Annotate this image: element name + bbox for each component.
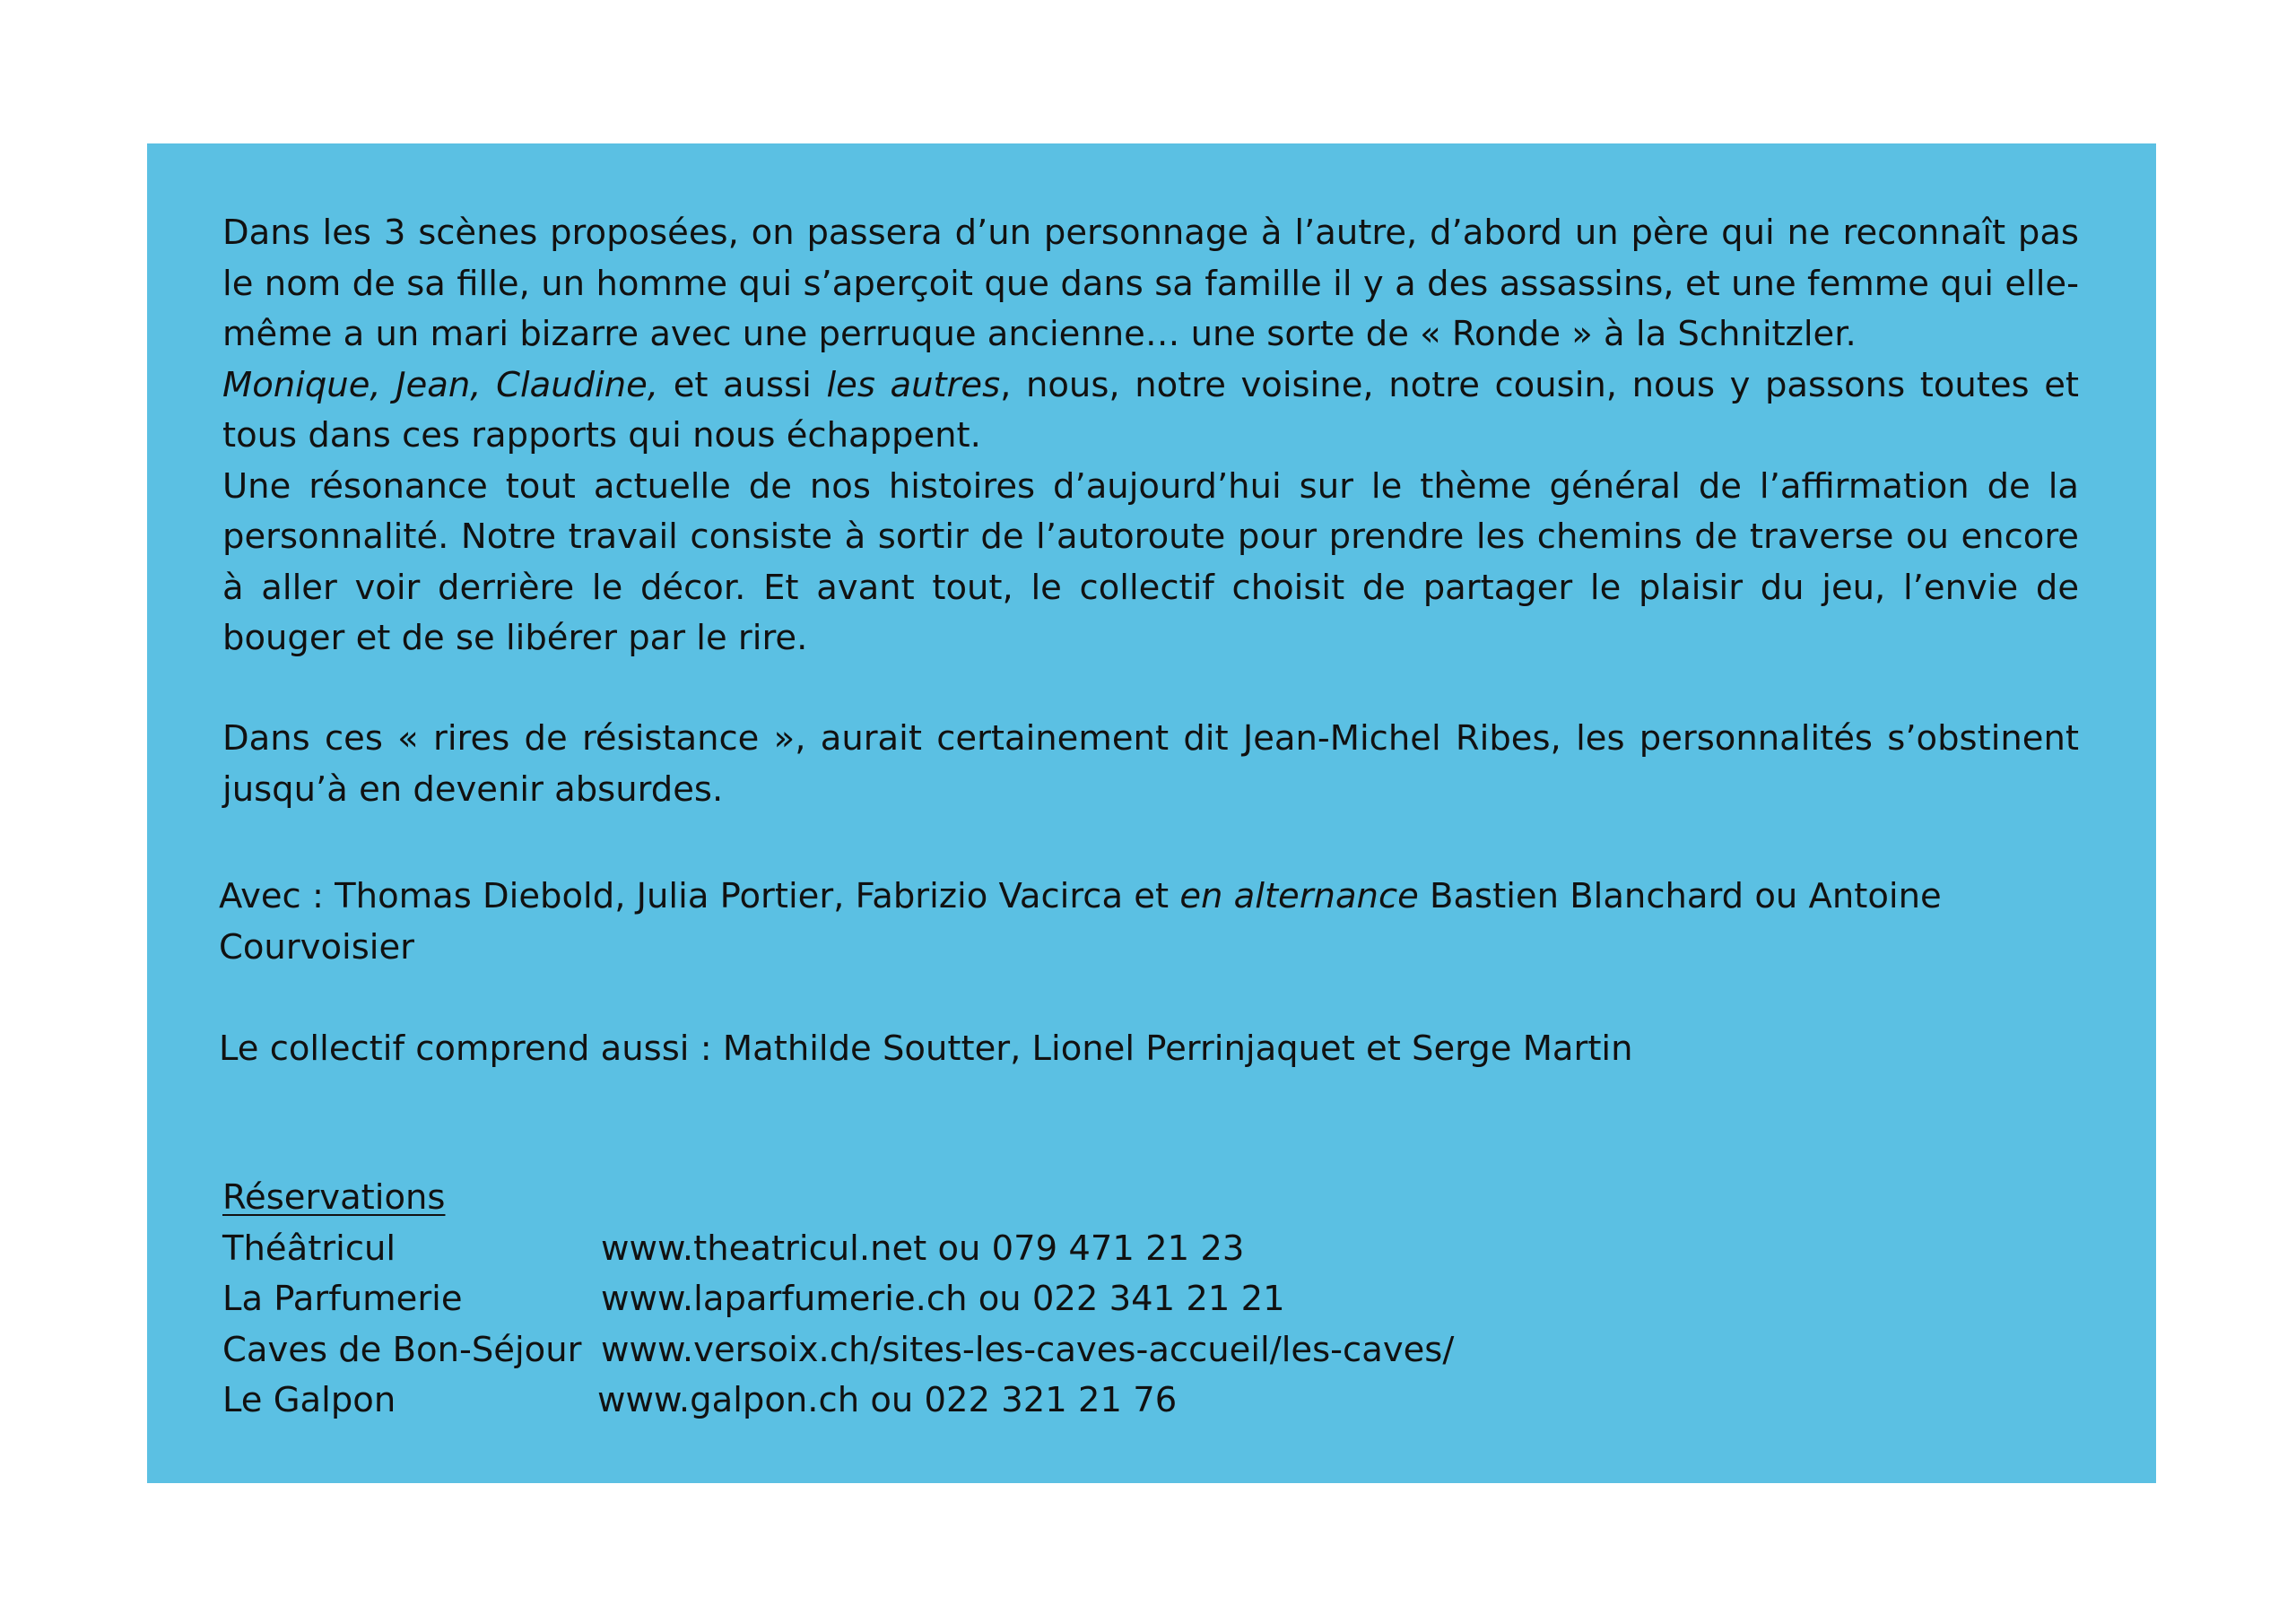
quote-paragraph	[222, 714, 2079, 815]
venue-name: La Parfumerie	[222, 1279, 463, 1319]
reservation-row	[222, 1274, 2106, 1325]
venue-name: Caves de Bon-Séjour	[222, 1329, 582, 1370]
characters-rest: , nous, notre voisine, notre cousin, nous y passons toutes et tous dans ces rapports qui nous échappent.	[222, 364, 2079, 456]
quote-text: Dans ces « rires de résistance », aurait certainement dit Jean-Michel Ribes, les personnalités s’obstinent jusqu’à en devenir absurdes.	[222, 718, 2079, 810]
others-text: les autres	[826, 364, 1001, 405]
cast-prefix: Avec : Thomas Diebold, Julia Portier, Fabrizio Vacirca et	[219, 876, 1180, 916]
reservations-title: Réservations	[222, 1177, 446, 1218]
reservation-row	[222, 1224, 2106, 1275]
description-intro: Dans les 3 scènes proposées, on passera d’un personnage à l’autre, d’abord un père qui ne reconnaît pas le nom de sa fille, un homme qui s’aperçoit que dans sa famille il y a des assassins, et une femme qui elle-même a un mari bizarre avec une perruque ancienne… une sorte de « Ronde » à la Schnitzler.	[222, 213, 2079, 354]
cast-paragraph	[219, 872, 2102, 973]
collective-paragraph	[219, 1024, 2102, 1075]
resonance-text: Une résonance tout actuelle de nos histoires d’aujourd’hui sur le thème général de l’affirmation de la personnalité. Notre travail consiste à sortir de l’autoroute pour prendre les chemins de traverse ou encore à aller voir derrière le décor. Et avant tout, le collectif choisit de partager le plaisir du jeu, l’envie de bouger et de se libérer par le rire.	[222, 465, 2079, 658]
character-names: Monique, Jean, Claudine,	[222, 364, 659, 405]
venue-name: Le Galpon	[222, 1380, 396, 1420]
reservations-section	[222, 1173, 2106, 1427]
cast-suffix: Bastien Blanchard ou Antoine Courvoisier	[219, 876, 1942, 968]
cast-alternance: en alternance	[1179, 876, 1419, 916]
reservation-row	[222, 1325, 2106, 1376]
reservation-row	[222, 1376, 2106, 1427]
venue-contact: www.laparfumerie.ch ou 022 341 21 21	[601, 1279, 1285, 1319]
venue-contact: www.galpon.ch ou 022 321 21 76	[597, 1380, 1178, 1420]
description-paragraph	[222, 208, 2079, 664]
and-also-text: et aussi	[658, 364, 827, 405]
venue-name: Théâtricul	[222, 1228, 396, 1269]
venue-contact: www.theatricul.net ou 079 471 21 23	[601, 1228, 1245, 1269]
collective-text: Le collectif comprend aussi : Mathilde Soutter, Lionel Perrinjaquet et Serge Martin	[219, 1028, 1633, 1069]
venue-contact: www.versoix.ch/sites-les-caves-accueil/les-caves/	[601, 1329, 1455, 1370]
